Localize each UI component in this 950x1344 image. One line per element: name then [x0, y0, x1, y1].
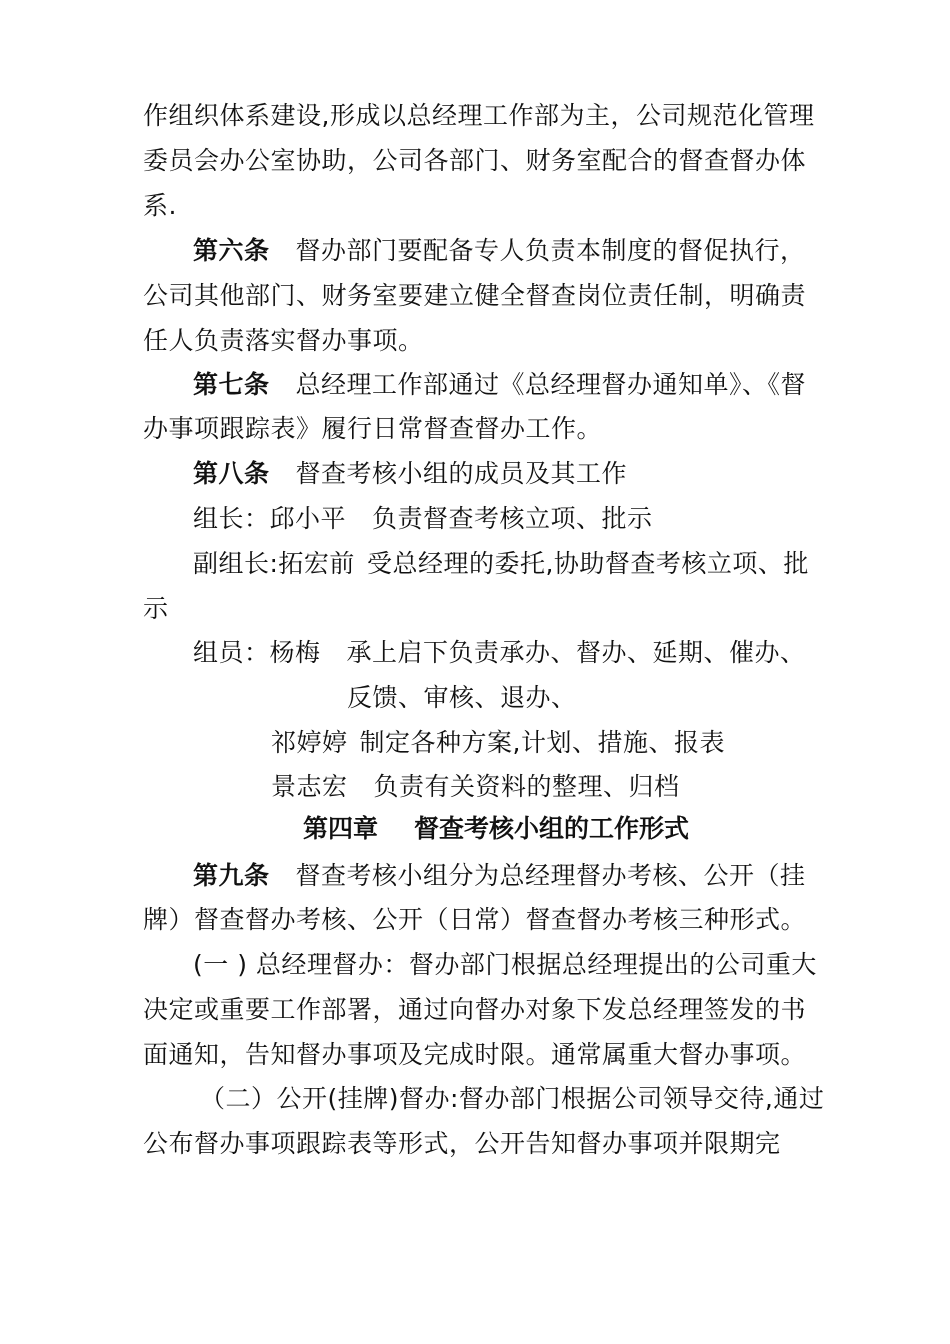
member-3-duty: 负责有关资料的整理、归档 — [373, 772, 680, 801]
deputy-duty: 受总经理的委托,协助督查考核立项、批 — [366, 549, 809, 578]
deputy-line — [193, 548, 809, 580]
article-8-first-line — [193, 458, 627, 490]
paragraph-line: 委员会办公室协助，公司各部门、财务室配合的督查督办体 — [143, 146, 807, 175]
article-6-first-line — [193, 235, 806, 267]
member-1-duty: 承上启下负责承办、督办、延期、催办、 — [346, 638, 806, 667]
leader-line — [193, 503, 653, 535]
article-8-label: 第八条 — [193, 459, 270, 488]
paragraph-line: 办事项跟踪表》履行日常督查督办工作。 — [143, 414, 603, 443]
article-8-text: 督查考核小组的成员及其工作 — [295, 459, 628, 488]
chapter-title: 督查考核小组的工作形式 — [414, 814, 690, 843]
deputy-duty-cont: 示 — [143, 594, 169, 623]
paragraph-line: 牌）督查督办考核、公开（日常）督查督办考核三种形式。 — [143, 905, 807, 934]
member-3-name: 景志宏 — [271, 772, 348, 801]
article-7-first-line — [193, 369, 806, 401]
leader-duty: 负责督查考核立项、批示 — [372, 504, 653, 533]
article-6-label: 第六条 — [193, 236, 270, 265]
member-2-line — [271, 727, 725, 759]
member-2-name: 祁婷婷 — [271, 728, 348, 757]
article-6-text: 督办部门要配备专人负责本制度的督促执行， — [295, 236, 806, 265]
member-3-line — [271, 771, 680, 803]
paragraph-line: 面通知，告知督办事项及完成时限。通常属重大督办事项。 — [143, 1040, 807, 1069]
paragraph-line: 作组织体系建设,形成以总经理工作部为主，公司规范化管理 — [143, 101, 815, 130]
article-7-label: 第七条 — [193, 370, 270, 399]
paragraph-line: 系. — [143, 191, 177, 220]
chapter-heading — [303, 813, 689, 845]
chapter-label: 第四章 — [303, 814, 379, 843]
member-1-line — [193, 637, 806, 669]
item-2-first-line: （二）公开(挂牌)督办:督办部门根据公司领导交待,通过 — [200, 1084, 825, 1113]
article-7-text: 总经理工作部通过《总经理督办通知单》、《督 — [295, 370, 807, 399]
deputy-role: 副组长:拓宏前 — [193, 549, 355, 578]
paragraph-line: 任人负责落实督办事项。 — [143, 326, 424, 355]
article-9-text: 督查考核小组分为总经理督办考核、公开（挂 — [295, 861, 806, 890]
member-2-duty: 制定各种方案,计划、措施、报表 — [359, 728, 725, 757]
paragraph-line: 公司其他部门、财务室要建立健全督查岗位责任制，明确责 — [143, 281, 807, 310]
paragraph-line: 决定或重要工作部署，通过向督办对象下发总经理签发的书 — [143, 995, 807, 1024]
leader-role: 组长：邱小平 — [193, 504, 347, 533]
item-1-first-line: (一 ) 总经理督办：督办部门根据总经理提出的公司重大 — [193, 950, 817, 979]
article-9-first-line — [193, 860, 806, 892]
paragraph-line: 公布督办事项跟踪表等形式，公开告知督办事项并限期完 — [143, 1129, 781, 1158]
article-9-label: 第九条 — [193, 861, 270, 890]
member-1-duty-cont: 反馈、审核、退办、 — [347, 683, 577, 712]
member-1-role: 组员：杨梅 — [193, 638, 321, 667]
